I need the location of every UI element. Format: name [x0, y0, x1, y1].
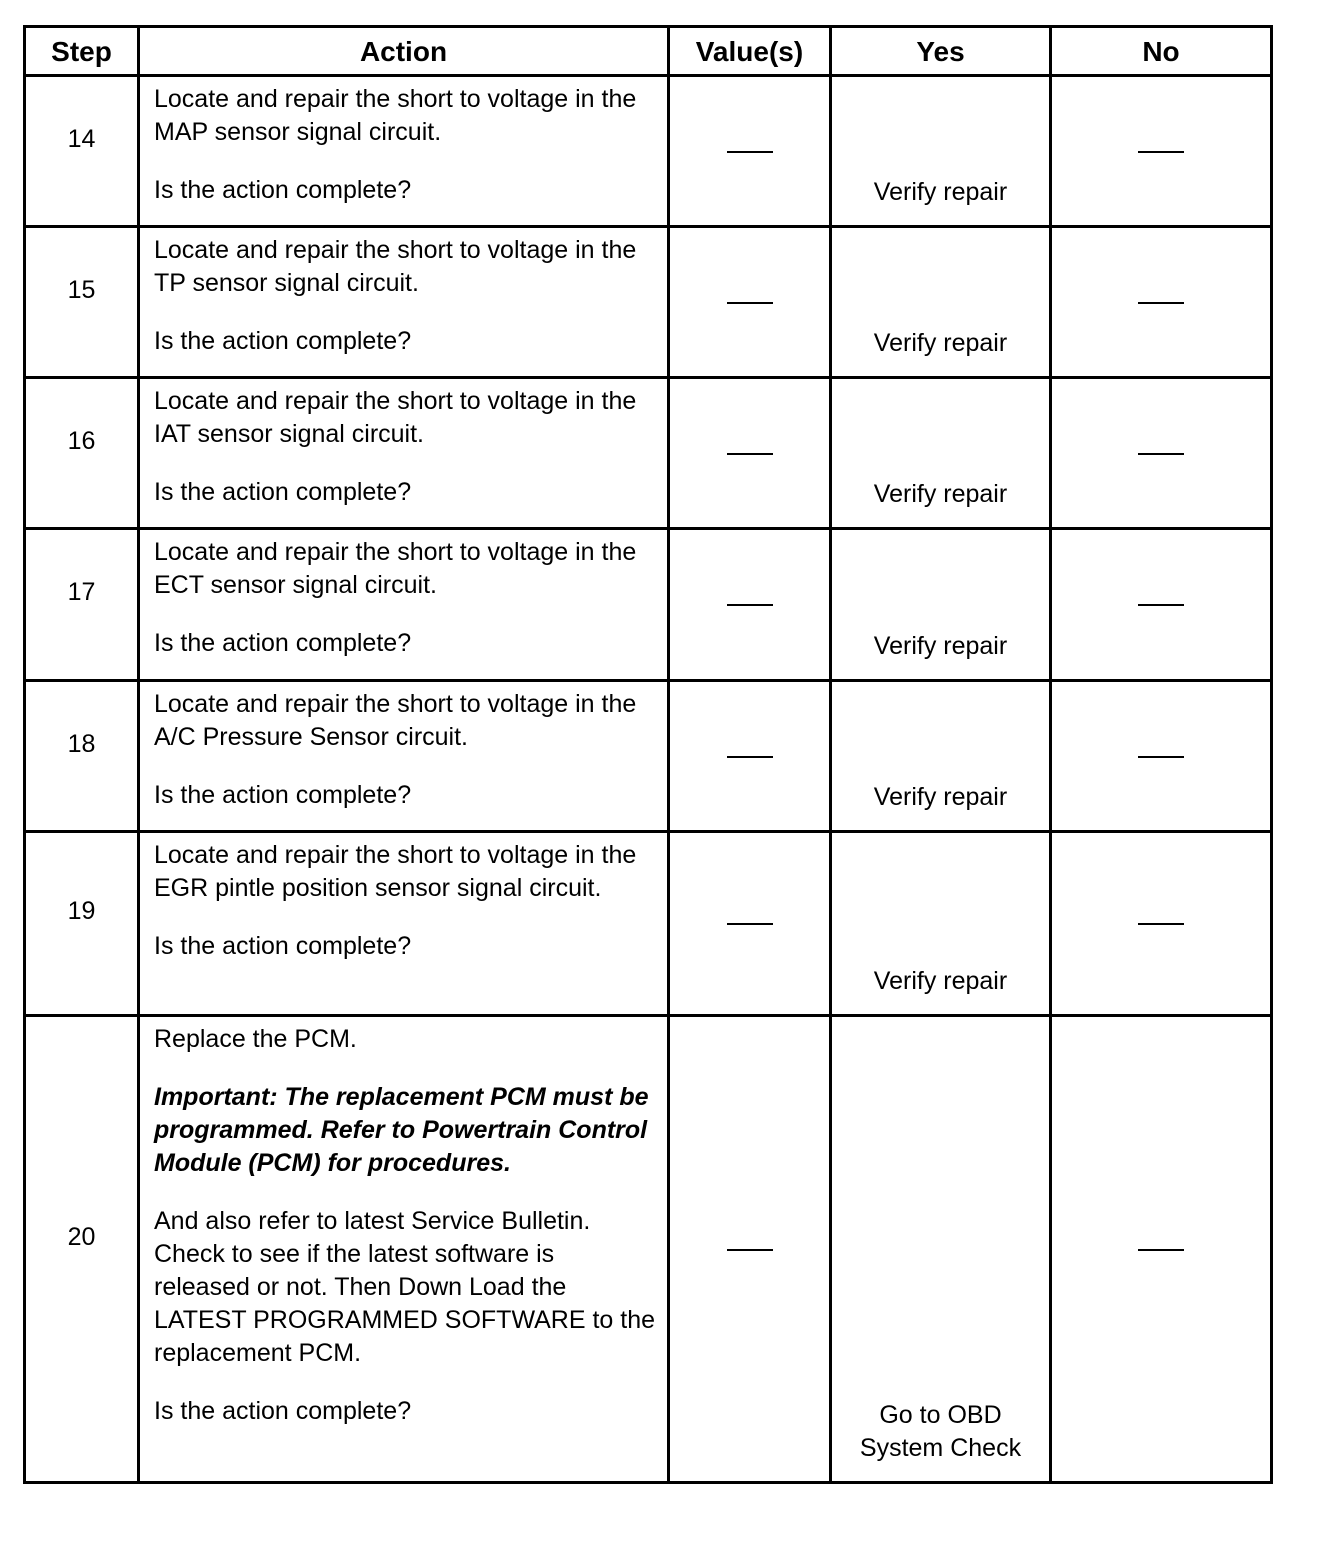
- diagnostic-table: [23, 25, 1273, 1484]
- yes-text: Verify repair: [873, 783, 1008, 811]
- yes-cell: [831, 529, 1051, 681]
- no-cell: [1051, 76, 1272, 227]
- action-cell: [139, 227, 669, 378]
- action-text: Locate and repair the short to voltage in the A/C Pressure Sensor circuit.: [154, 690, 637, 751]
- dash: [727, 302, 773, 304]
- value-cell: [669, 378, 831, 529]
- value-cell: [669, 1016, 831, 1483]
- step-number: 16: [25, 378, 139, 529]
- action-text: Locate and repair the short to voltage in the ECT sensor signal circuit.: [154, 538, 637, 599]
- dash: [727, 756, 773, 758]
- action-text: Locate and repair the short to voltage in the MAP sensor signal circuit.: [154, 85, 637, 146]
- dash: [1138, 604, 1184, 606]
- step-number: 18: [25, 681, 139, 832]
- no-cell: [1051, 227, 1272, 378]
- action-text: Locate and repair the short to voltage in the TP sensor signal circuit.: [154, 236, 637, 297]
- action-text: Is the action complete?: [154, 629, 412, 657]
- value-cell: [669, 832, 831, 1016]
- yes-text: Verify repair: [873, 967, 1008, 995]
- dash: [727, 604, 773, 606]
- action-text: Is the action complete?: [154, 327, 412, 355]
- action-text: Replace the PCM.: [154, 1025, 357, 1053]
- yes-cell: [831, 832, 1051, 1016]
- table-row: [25, 76, 1272, 227]
- action-text: Is the action complete?: [154, 932, 412, 960]
- value-cell: [669, 681, 831, 832]
- table-row: [25, 529, 1272, 681]
- action-cell: [139, 1016, 669, 1483]
- step-number: 20: [25, 1016, 139, 1483]
- action-text: Locate and repair the short to voltage in the IAT sensor signal circuit.: [154, 387, 637, 448]
- action-text: Is the action complete?: [154, 176, 412, 204]
- yes-text: Verify repair: [873, 632, 1008, 660]
- action-text: Locate and repair the short to voltage in the EGR pintle position sensor signal circuit.: [154, 841, 637, 902]
- yes-cell: [831, 76, 1051, 227]
- table-row: [25, 832, 1272, 1016]
- value-cell: [669, 529, 831, 681]
- action-cell: [139, 681, 669, 832]
- action-text: And also refer to latest Service Bulletin. Check to see if the latest software is released or not. Then Down Load the LATEST PROGRAMMED SOFTWARE to the replacement PCM.: [154, 1207, 656, 1367]
- dash: [1138, 1249, 1184, 1251]
- action-cell: [139, 832, 669, 1016]
- step-number: 15: [25, 227, 139, 378]
- table-row: [25, 1016, 1272, 1483]
- dash: [727, 453, 773, 455]
- no-cell: [1051, 529, 1272, 681]
- value-cell: [669, 227, 831, 378]
- no-cell: [1051, 832, 1272, 1016]
- action-cell: [139, 529, 669, 681]
- header-values: Value(s): [669, 27, 831, 76]
- table-row: [25, 227, 1272, 378]
- yes-cell: [831, 378, 1051, 529]
- dash: [727, 151, 773, 153]
- header-yes: Yes: [831, 27, 1051, 76]
- value-cell: [669, 76, 831, 227]
- action-text: Is the action complete?: [154, 1397, 412, 1425]
- header-action: Action: [139, 27, 669, 76]
- header-no: No: [1051, 27, 1272, 76]
- no-cell: [1051, 681, 1272, 832]
- step-number: 17: [25, 529, 139, 681]
- yes-cell: [831, 227, 1051, 378]
- yes-text: Go to OBD System Check: [859, 1401, 1022, 1462]
- action-text: Is the action complete?: [154, 478, 412, 506]
- action-text: Is the action complete?: [154, 781, 412, 809]
- dash: [1138, 923, 1184, 925]
- dash: [1138, 453, 1184, 455]
- dash: [1138, 151, 1184, 153]
- action-cell: [139, 76, 669, 227]
- dash: [727, 923, 773, 925]
- yes-cell: [831, 1016, 1051, 1483]
- action-text: Important: The replacement PCM must be programmed. Refer to Powertrain Control Module (PCM) for procedures.: [154, 1083, 649, 1177]
- no-cell: [1051, 1016, 1272, 1483]
- table-row: [25, 378, 1272, 529]
- header-step: Step: [25, 27, 139, 76]
- header-row: [25, 27, 1272, 76]
- dash: [1138, 302, 1184, 304]
- step-number: 19: [25, 832, 139, 1016]
- dash: [1138, 756, 1184, 758]
- action-cell: [139, 378, 669, 529]
- yes-text: Verify repair: [873, 178, 1008, 206]
- yes-text: Verify repair: [873, 329, 1008, 357]
- no-cell: [1051, 378, 1272, 529]
- yes-cell: [831, 681, 1051, 832]
- step-number: 14: [25, 76, 139, 227]
- dash: [727, 1249, 773, 1251]
- yes-text: Verify repair: [873, 480, 1008, 508]
- table-row: [25, 681, 1272, 832]
